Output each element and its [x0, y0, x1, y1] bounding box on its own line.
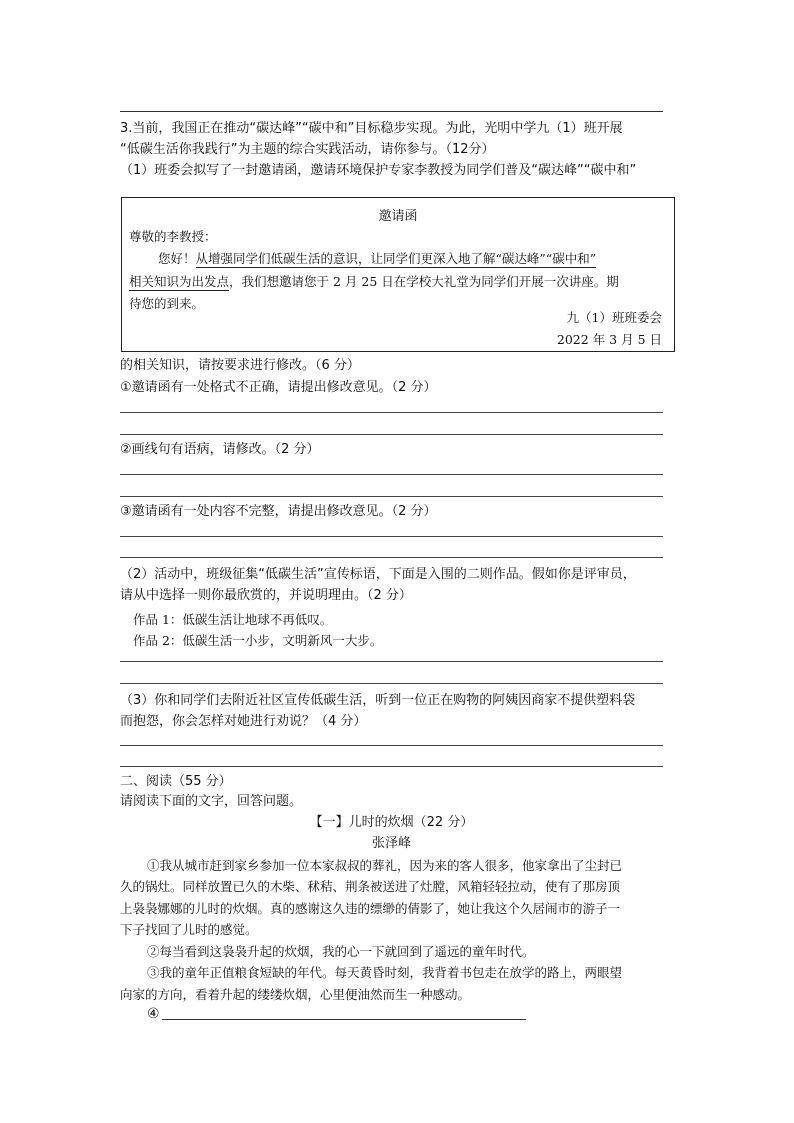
q3-stem-line2: “低碳生活你我践行”为主题的综合实践活动，请你参与。（12分）: [120, 142, 495, 157]
answer-line[interactable]: [120, 496, 663, 497]
q3-part1-intro: （1）班委会拟写了一封邀请函，邀请环境保护专家李教授为同学们普及“碳达峰”“碳中和”: [120, 163, 637, 178]
q3-stem-line1: 3.当前，我国正在推动“碳达峰”“碳中和”目标稳步实现。为此，光明中学九（1）班开展: [120, 121, 623, 136]
q3-part2-line2: 请从中选择一则你最欣赏的，并说明理由。（2 分）: [120, 588, 412, 603]
reading-section-title: 二、阅读（55 分）: [120, 774, 232, 789]
answer-line[interactable]: [120, 683, 663, 684]
answer-line[interactable]: [120, 474, 663, 475]
letter-line1: [158, 249, 596, 267]
letter-title: 邀请函: [378, 209, 418, 224]
paragraph-1-line2: 久的锅灶。同样放置已久的木柴、秫秸、荆条被送进了灶膛，风箱轻轻拉动，使有了那房顶: [120, 879, 621, 894]
letter-greeting: 您好！: [158, 251, 196, 266]
paragraph-3-line2: 向家的方向，看着升起的缕缕炊烟，心里便油然而生一种感动。: [120, 987, 471, 1002]
letter-signature: 九（1）班班委会: [566, 310, 662, 325]
underlined-sentence-part1: 从增强同学们低碳生活的意识，让同学们更深入地了解“碳达峰”“碳中和”: [195, 251, 597, 266]
answer-line[interactable]: [120, 536, 663, 537]
top-rule: [120, 111, 663, 112]
letter-line3: 待您的到来。: [129, 296, 205, 311]
q3-part3-line1: （3）你和同学们去附近社区宣传低碳生活，听到一位正在购物的阿姨因商家不提供塑料袋: [120, 693, 636, 708]
passage-title: 【一】儿时的炊烟（22 分）: [309, 815, 474, 830]
slogan-work1: 作品 1：低碳生活让地球不再低叹。: [133, 612, 333, 627]
q3-sub2: ②画线句有语病，请修改。（2 分）: [120, 442, 320, 457]
reading-instruction: 请阅读下面的文字，回答问题。: [120, 794, 303, 809]
slogan-work2: 作品 2：低碳生活一小步，文明新风一大步。: [133, 633, 383, 648]
paragraph-1-line4: 下子找回了儿时的感觉。: [120, 922, 258, 937]
passage-author: 张泽峰: [371, 836, 411, 851]
letter-date: 2022 年 3 月 5 日: [556, 332, 662, 347]
paragraph-4-label: ④: [147, 1006, 160, 1022]
paragraph-1-line1: ①我从城市赶到家乡参加一位本家叔叔的葬礼，因为来的客人很多，他家拿出了尘封已: [147, 858, 623, 873]
underlined-sentence-part2: 相关知识为出发点: [129, 274, 230, 289]
paragraph-4-blank[interactable]: [162, 1019, 526, 1020]
answer-line[interactable]: [120, 434, 663, 435]
paragraph-1-line3: 上袅袅娜娜的儿时的炊烟。真的感谢这久违的缥缈的倩影了，她让我这个久居闹市的游子一: [120, 901, 621, 916]
q3-sub3: ③邀请函有一处内容不完整，请提出修改意见。（2 分）: [120, 504, 437, 519]
q3-part2-line1: （2）活动中，班级征集“低碳生活”宣传标语，下面是入围的二则作品。假如你是评审员，: [120, 567, 636, 582]
q3-part1-cont: 的相关知识，请按要求进行修改。（6 分）: [120, 358, 360, 373]
q3-part3-line2: 而抱怨，你会怎样对她进行劝说？（4 分）: [120, 714, 367, 729]
letter-body-rest: ，我们想邀请您于 2 月 25 日在学校大礼堂为同学们开展一次讲座。期: [229, 274, 619, 289]
answer-line[interactable]: [120, 557, 663, 558]
paragraph-3-line1: ③我的童年正值粮食短缺的年代。每天黄昏时刻，我背着书包走在放学的路上，两眼望: [147, 965, 623, 980]
answer-line[interactable]: [120, 766, 663, 767]
invitation-letter-box: [121, 197, 675, 352]
q3-sub1: ①邀请函有一处格式不正确，请提出修改意见。（2 分）: [120, 380, 437, 395]
paragraph-2: ②每当看到这袅袅升起的炊烟，我的心一下就回到了遥远的童年时代。: [147, 944, 535, 959]
answer-line[interactable]: [120, 745, 663, 746]
letter-salutation: 尊敬的李教授：: [129, 229, 217, 244]
answer-line[interactable]: [120, 412, 663, 413]
answer-line[interactable]: [120, 661, 663, 662]
letter-line2: [129, 272, 619, 290]
